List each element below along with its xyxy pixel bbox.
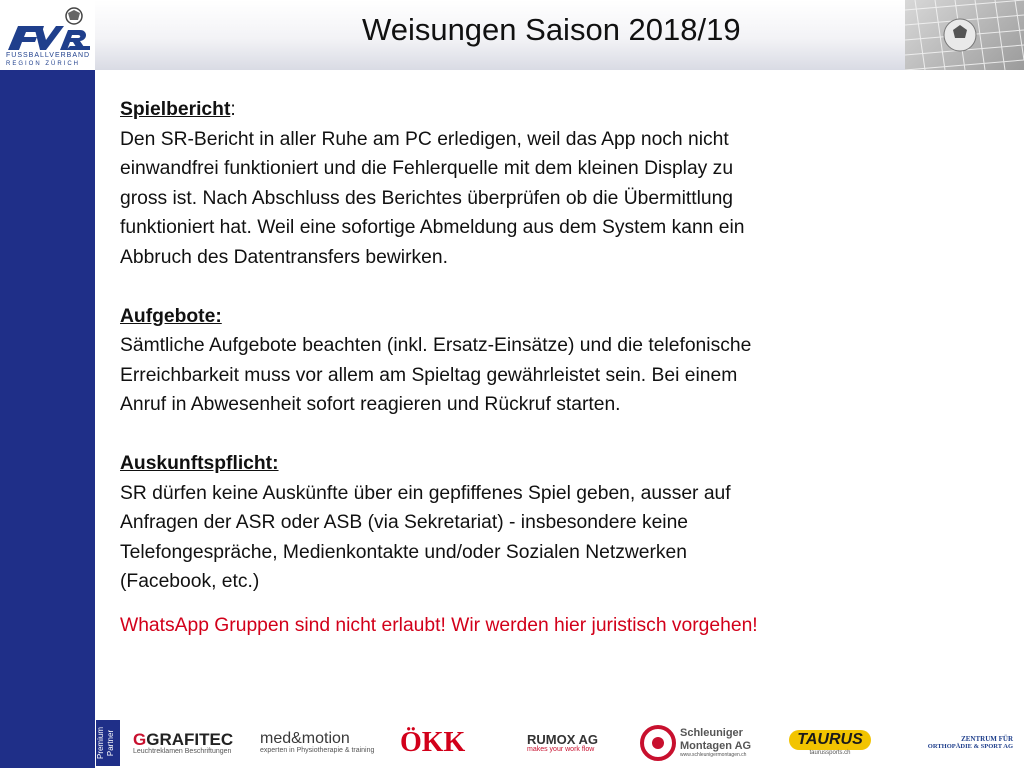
sponsor-name: ÖKK bbox=[400, 727, 466, 758]
goal-net-graphic bbox=[905, 0, 1024, 70]
section-heading: Auskunftspflicht: bbox=[120, 453, 279, 474]
section-heading: Spielbericht bbox=[120, 99, 231, 120]
page-title: Weisungen Saison 2018/19 bbox=[362, 12, 741, 47]
text-line: Telefongespräche, Medienkontakte und/oder Sozialen Netzwerken bbox=[120, 541, 688, 563]
sponsor-name: TAURUS bbox=[789, 730, 870, 750]
text-line: Anfragen der ASR oder ASB (via Sekretariat) - insbesondere keine bbox=[120, 512, 689, 533]
whatsapp-warning: WhatsApp Gruppen sind nicht erlaubt! Wir werden hier juristisch vorgehen! bbox=[120, 614, 758, 636]
header bbox=[0, 0, 1024, 70]
sponsor-sub: www.schleunigermontagen.ch bbox=[680, 752, 747, 759]
sponsor-medmotion bbox=[260, 718, 385, 768]
text-line: Anruf in Abwesenheit sofort reagieren und Rückruf starten. bbox=[120, 394, 621, 415]
section-spielbericht bbox=[120, 95, 1000, 272]
section-heading-row bbox=[120, 302, 1000, 332]
section-heading-row bbox=[120, 95, 1000, 125]
sponsor-grafitec bbox=[133, 718, 245, 768]
sponsor-sub: ORTHOPÄDIE & SPORT AG bbox=[927, 742, 1013, 750]
text-line: SR dürfen keine Auskünfte über ein gepfiffenes Spiel geben, ausser auf bbox=[120, 482, 731, 504]
spacer bbox=[120, 597, 1000, 611]
sponsor-name: med&motion bbox=[260, 730, 350, 748]
sponsor-rumox bbox=[527, 718, 627, 768]
text-line: Den SR-Bericht in aller Ruhe am PC erledigen, weil das App noch nicht bbox=[120, 128, 729, 150]
text-line: Sämtliche Aufgebote beachten (inkl. Ersatz-Einsätze) und die telefonische bbox=[120, 335, 752, 356]
section-aufgebote bbox=[120, 302, 1000, 420]
premium-label-line2: Partner bbox=[106, 729, 115, 757]
sponsor-taurus bbox=[790, 718, 870, 768]
premium-partner-tag bbox=[96, 720, 120, 766]
spacer bbox=[120, 272, 1000, 302]
premium-partner-label bbox=[96, 720, 120, 766]
sponsor-schleuniger bbox=[640, 718, 770, 768]
schleuniger-text bbox=[680, 727, 766, 759]
section-heading-row bbox=[120, 449, 1000, 479]
sponsor-sub: makes your work flow bbox=[527, 745, 595, 753]
sponsor-sub: experten in Physiotherapie & training bbox=[260, 747, 375, 755]
sponsor-name: Schleuniger Montagen AG bbox=[680, 727, 752, 753]
logo-text-line2: REGION ZÜRICH bbox=[6, 61, 80, 67]
section-heading-suffix: : bbox=[230, 99, 236, 120]
sponsor-sub: Leuchtreklamen Beschriftungen bbox=[133, 747, 232, 755]
fvrz-logo-mark bbox=[4, 4, 90, 52]
sponsor-bar bbox=[125, 718, 1024, 768]
text-line: funktioniert hat. Weil eine sofortige Abmeldung aus dem System kann ein bbox=[120, 217, 745, 238]
sponsor-name-text: GRAFITEC bbox=[146, 729, 234, 749]
section-heading: Aufgebote: bbox=[120, 305, 222, 327]
premium-label-line1: Premium bbox=[96, 727, 105, 760]
text-line: Abbruch des Datentransfers bewirken. bbox=[120, 246, 448, 268]
sponsor-name bbox=[133, 731, 245, 748]
text-line: einwandfrei funktioniert und die Fehlerquelle mit dem kleinen Display zu bbox=[120, 158, 734, 179]
sponsor-name: ZENTRUM FÜR bbox=[961, 734, 1013, 743]
text-line: gross ist. Nach Abschluss des Berichtes überprüfen ob die Übermittlung bbox=[120, 187, 734, 209]
sponsor-okk bbox=[400, 718, 490, 768]
goal-net-image bbox=[905, 0, 1024, 70]
text-line: Erreichbarkeit muss vor allem am Spieltag gewährleistet sein. Bei einem bbox=[120, 364, 738, 386]
text-line: (Facebook, etc.) bbox=[120, 571, 260, 592]
section-auskunftspflicht bbox=[120, 449, 1000, 597]
sponsor-sub: taurussports.ch bbox=[809, 749, 851, 756]
grafitec-g-icon: G bbox=[133, 729, 147, 749]
sidebar-band bbox=[0, 70, 95, 768]
logo-text-line1: FUSSBALLVERBAND bbox=[6, 52, 91, 59]
fvrz-logo bbox=[0, 0, 95, 70]
spacer bbox=[120, 420, 1000, 450]
sponsor-name: RUMOX AG bbox=[527, 731, 599, 747]
sponsor-zentrum bbox=[903, 718, 1013, 768]
content-body bbox=[120, 95, 1000, 640]
schleuniger-logo-icon bbox=[640, 725, 676, 761]
